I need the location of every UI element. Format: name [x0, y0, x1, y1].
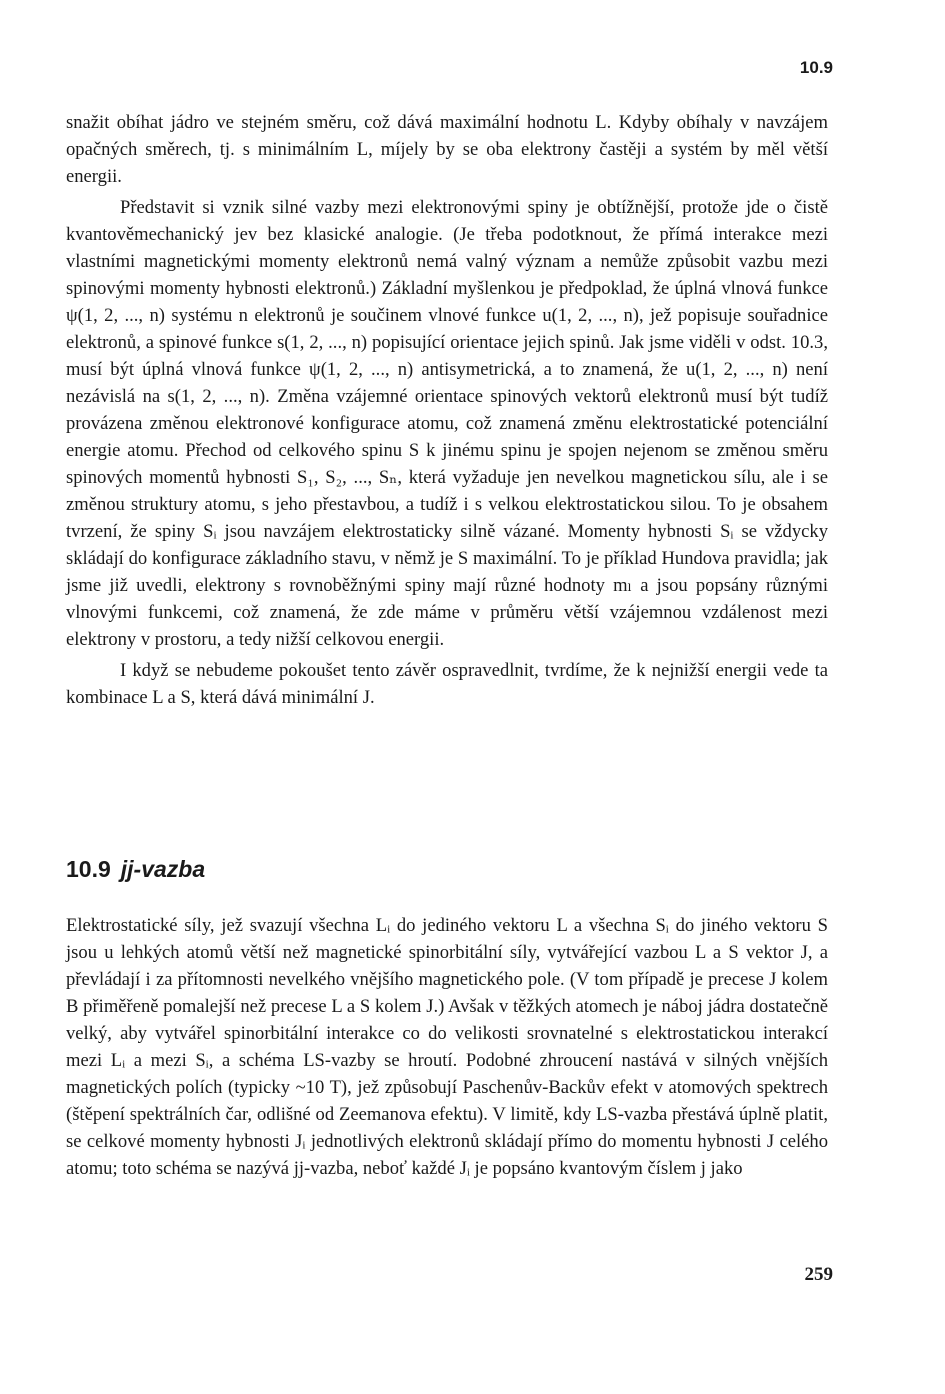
- running-header-section-number: 10.9: [799, 58, 833, 77]
- section-heading-title: jj-vazba: [120, 856, 206, 882]
- paragraph: snažit obíhat jádro ve stejném směru, což dává maximální hodnotu L. Kdyby obíhaly v navzájem opačných směrech, tj. s minimálním L, míjely by se oba elektrony častěji a systém by měl větší energii.: [66, 112, 828, 187]
- body-text-after-section: [66, 912, 828, 1182]
- paragraph: Elektrostatické síly, jež svazují všechna Lᵢ do jediného vektoru L a všechna Sᵢ do jiného vektoru S jsou u lehkých atomů větší než magnetické spinorbitální síly, vytvářející vazbou L a S vektor J, a převládají i za přítomnosti nevelkého vnějšího magnetického pole. (V tom případě je precese J kolem B přiměřeně pomalejší než precese L a S kolem J.) Avšak v těžkých atomech je náboj jádra dostatečně velký, aby vytvářel spinorbitální interakce co do velikosti srovnatelné s elektrostatickou interakcí mezi Lᵢ a mezi Sᵢ, a schéma LS-vazby se hroutí. Podobné zhroucení nastává v silných vnějších magnetických polích (typicky ~10 T), jež způsobují Paschenův-Backův efekt v atomových spektrech (štěpení spektrálních čar, odlišné od Zeemanova efektu). V limitě, kdy LS-vazba přestává úplně platit, se celkové momenty hybnosti Jᵢ jednotlivých elektronů skládají přímo do momentu hybnosti J celého atomu; toto schéma se nazývá jj-vazba, neboť každé Jᵢ je popsáno kvantovým číslem j jako: [66, 915, 828, 1179]
- body-text-before-section: [66, 109, 828, 711]
- section-heading-number: 10.9: [66, 856, 111, 882]
- paragraph: Představit si vznik silné vazby mezi elektronovými spiny je obtížnější, protože jde o čistě kvantověmechanický jev bez klasické analogie. (Je třeba podotknout, že přímá interakce mezi vlastními magnetickými momenty elektronů nemá valný význam a nemůže způsobit vazbu mezi spinovými momenty hybnosti elektronů.) Základní myšlenkou je předpoklad, že úplná vlnová funkce ψ(1, 2, ..., n) systému n elektronů je součinem vlnové funkce u(1, 2, ..., n), jež popisuje souřadnice elektronů, a spinové funkce s(1, 2, ..., n) popisující orientace jejich spinů. Jak jsme viděli v odst. 10.3, musí být úplná vlnová funkce ψ(1, 2, ..., n) antisymetrická, a to znamená, že u(1, 2, ..., n) není nezávislá na s(1, 2, ..., n). Změna vzájemné orientace spinových vektorů elektronů musí být tudíž provázena změnou elektronové konfigurace atomu, což znamená změnu elektrostatické potenciální energie atomu. Přechod od celkového spinu S k jinému spinu je spojen nejenom se změnou směru spinových momentů hybnosti S₁, S₂, ..., Sₙ, která vyžaduje jen nevelkou magnetickou sílu, ale i se změnou struktury atomu, s jeho přestavbou, a tudíž i s velkou elektrostatickou silou. To je obsahem tvrzení, že spiny Sᵢ jsou navzájem elektrostaticky silně vázané. Momenty hybnosti Sᵢ se vždycky skládají do konfigurace základního stavu, v němž je S maximální. To je příklad Hundova pravidla; jak jsme již uvedli, elektrony s rovnoběžnými spiny mají různé hodnoty mₗ a jsou popsány různými vlnovými funkcemi, což znamená, že zde máme v průměru větší vzájemnou vzdálenost mezi elektrony v prostoru, a tedy nižší celkovou energii.: [66, 197, 828, 650]
- paragraph: I když se nebudeme pokoušet tento závěr ospravedlnit, tvrdíme, že k nejnižší energii vede ta kombinace L a S, která dává minimální J.: [66, 660, 828, 708]
- section-heading: [66, 856, 205, 883]
- page-number: 259: [804, 1264, 833, 1285]
